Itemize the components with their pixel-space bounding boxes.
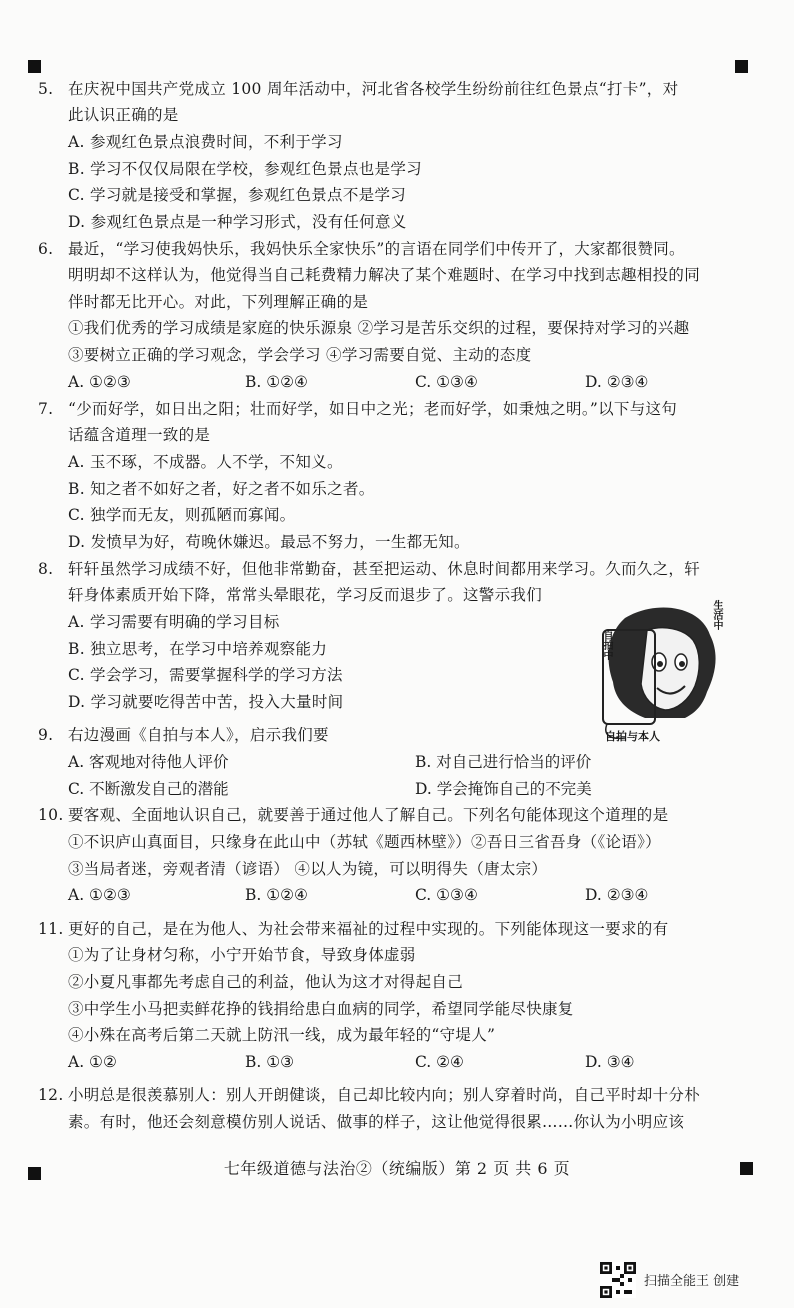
question-10-statement-line-1: ①不识庐山真面目，只缘身在此山中（苏轼《题西林壁》）②吾日三省吾身（《论语》） bbox=[68, 833, 661, 851]
question-11-option-c[interactable]: C. ②④ bbox=[415, 1053, 464, 1071]
question-5-option-c[interactable]: C. 学习就是接受和掌握，参观红色景点不是学习 bbox=[68, 186, 407, 204]
question-8-option-c[interactable]: C. 学会学习，需要掌握科学的学习方法 bbox=[68, 666, 343, 684]
question-text: 要客观、全面地认识自己，就要善于通过他人了解自己。下列名句能体现这个道理的是 bbox=[68, 806, 669, 824]
question-10-option-b[interactable]: B. ①②④ bbox=[245, 886, 308, 904]
question-text: 轩轩虽然学习成绩不好，但他非常勤奋，甚至把运动、休息时间都用来学习。久而久之，轩 bbox=[68, 560, 701, 578]
question-6-stem-line-3: 伴时都无比开心。对此，下列理解正确的是 bbox=[68, 293, 369, 311]
question-text: 右边漫画《自拍与本人》，启示我们要 bbox=[68, 726, 329, 744]
question-5-option-b[interactable]: B. 学习不仅仅局限在学校，参观红色景点也是学习 bbox=[68, 160, 422, 178]
question-8-stem-line-2: 轩身体素质开始下降，常常头晕眼花，学习反而退步了。这警示我们 bbox=[68, 586, 543, 604]
question-7-stem-line-1 bbox=[38, 398, 677, 420]
question-10-option-d[interactable]: D. ②③④ bbox=[585, 886, 649, 904]
question-6-stem-line-1 bbox=[38, 238, 685, 260]
question-12-stem-line-1 bbox=[38, 1084, 700, 1106]
question-9-option-a[interactable]: A. 客观地对待他人评价 bbox=[68, 753, 229, 771]
question-7-stem-line-2: 话蕴含道理一致的是 bbox=[68, 426, 211, 444]
question-5-stem-line-2: 此认识正确的是 bbox=[68, 106, 179, 124]
selfie-comic bbox=[585, 600, 725, 750]
question-6-option-d[interactable]: D. ②③④ bbox=[585, 373, 649, 391]
question-11-statement-3: ③中学生小马把卖鲜花挣的钱捐给患白血病的同学，希望同学能尽快康复 bbox=[68, 1000, 574, 1018]
question-7-option-d[interactable]: D. 发愤早为好，苟晚休嫌迟。最忌不努力，一生都无知。 bbox=[68, 533, 470, 551]
question-10-stem-line-1 bbox=[38, 804, 668, 826]
page-footer: 七年级道德与法治②（统编版）第 2 页 共 6 页 bbox=[223, 1159, 571, 1178]
question-number: 10. bbox=[38, 806, 64, 824]
question-5-option-a[interactable]: A. 参观红色景点浪费时间，不利于学习 bbox=[68, 133, 343, 151]
scanner-watermark: 扫描全能王 创建 bbox=[644, 1274, 740, 1289]
question-7-option-a[interactable]: A. 玉不琢，不成器。人不学，不知义。 bbox=[68, 453, 343, 471]
question-number: 11. bbox=[38, 920, 64, 938]
question-7-option-c[interactable]: C. 独学而无友，则孤陋而寡闻。 bbox=[68, 506, 296, 524]
question-10-option-a[interactable]: A. ①②③ bbox=[68, 886, 131, 904]
question-6-option-b[interactable]: B. ①②④ bbox=[245, 373, 308, 391]
question-8-option-a[interactable]: A. 学习需要有明确的学习目标 bbox=[68, 613, 280, 631]
question-10-option-c[interactable]: C. ①③④ bbox=[415, 886, 478, 904]
question-8-option-b[interactable]: B. 独立思考，在学习中培养观察能力 bbox=[68, 640, 328, 658]
question-text: 最近，“学习使我妈快乐，我妈快乐全家快乐”的言语在同学们中传开了，大家都很赞同。 bbox=[68, 240, 685, 258]
comic-label-selfie: 自拍中 bbox=[601, 630, 612, 660]
question-6-option-c[interactable]: C. ①③④ bbox=[415, 373, 478, 391]
qr-code-icon bbox=[600, 1262, 636, 1298]
question-8-option-d[interactable]: D. 学习就要吃得苦中苦，投入大量时间 bbox=[68, 693, 344, 711]
registration-mark-top-right bbox=[735, 60, 748, 73]
question-11-option-d[interactable]: D. ③④ bbox=[585, 1053, 635, 1071]
question-6-option-a[interactable]: A. ①②③ bbox=[68, 373, 131, 391]
question-number: 9. bbox=[38, 726, 54, 744]
comic-caption: 自拍与本人 bbox=[605, 730, 660, 743]
question-10-statement-line-2: ③当局者迷，旁观者清（谚语） ④以人为镜，可以明得失（唐太宗） bbox=[68, 860, 548, 878]
question-11-statement-1: ①为了让身材匀称，小宁开始节食，导致身体虚弱 bbox=[68, 946, 416, 964]
question-number: 8. bbox=[38, 560, 54, 578]
question-6-statement-line-1: ①我们优秀的学习成绩是家庭的快乐源泉 ②学习是苦乐交织的过程，要保持对学习的兴趣 bbox=[68, 319, 690, 337]
comic-label-real-life: 生活中 bbox=[711, 600, 722, 630]
question-11-statement-4: ④小殊在高考后第二天就上防汛一线，成为最年轻的“守堤人” bbox=[68, 1026, 496, 1044]
question-11-stem-line-1 bbox=[38, 918, 668, 940]
question-12-stem-line-2: 素。有时，他还会刻意模仿别人说话、做事的样子，这让他觉得很累……你认为小明应该 bbox=[68, 1113, 685, 1131]
question-text: “少而好学，如日出之阳；壮而好学，如日中之光；老而好学，如秉烛之明。”以下与这句 bbox=[68, 400, 678, 418]
question-11-option-a[interactable]: A. ①② bbox=[68, 1053, 117, 1071]
question-text: 在庆祝中国共产党成立 100 周年活动中，河北省各校学生纷纷前往红色景点“打卡”，对 bbox=[68, 80, 679, 98]
question-5-option-d[interactable]: D. 参观红色景点是一种学习形式，没有任何意义 bbox=[68, 213, 407, 231]
question-8-stem-line-1 bbox=[38, 558, 700, 580]
question-number: 6. bbox=[38, 240, 54, 258]
question-9-option-b[interactable]: B. 对自己进行恰当的评价 bbox=[415, 753, 592, 771]
question-number: 7. bbox=[38, 400, 54, 418]
question-11-statement-2: ②小夏凡事都先考虑自己的利益，他认为这才对得起自己 bbox=[68, 973, 464, 991]
question-7-option-b[interactable]: B. 知之者不如好之者，好之者不如乐之者。 bbox=[68, 480, 375, 498]
question-6-stem-line-2: 明明却不这样认为，他觉得当自己耗费精力解决了某个难题时、在学习中找到志趣相投的同 bbox=[68, 266, 701, 284]
question-6-statement-line-2: ③要树立正确的学习观念，学会学习 ④学习需要自觉、主动的态度 bbox=[68, 346, 532, 364]
question-5-stem-line-1 bbox=[38, 78, 678, 100]
question-number: 12. bbox=[38, 1086, 64, 1104]
question-text: 小明总是很羡慕别人：别人开朗健谈，自己却比较内向；别人穿着时尚，自己平时却十分朴 bbox=[68, 1086, 701, 1104]
question-9-option-c[interactable]: C. 不断激发自己的潜能 bbox=[68, 780, 229, 798]
question-9-stem bbox=[38, 724, 329, 746]
question-9-option-d[interactable]: D. 学会掩饰自己的不完美 bbox=[415, 780, 592, 798]
registration-mark-top-left bbox=[28, 60, 41, 73]
question-text: 更好的自己，是在为他人、为社会带来福祉的过程中实现的。下列能体现这一要求的有 bbox=[68, 920, 669, 938]
question-number: 5. bbox=[38, 80, 54, 98]
question-11-option-b[interactable]: B. ①③ bbox=[245, 1053, 295, 1071]
